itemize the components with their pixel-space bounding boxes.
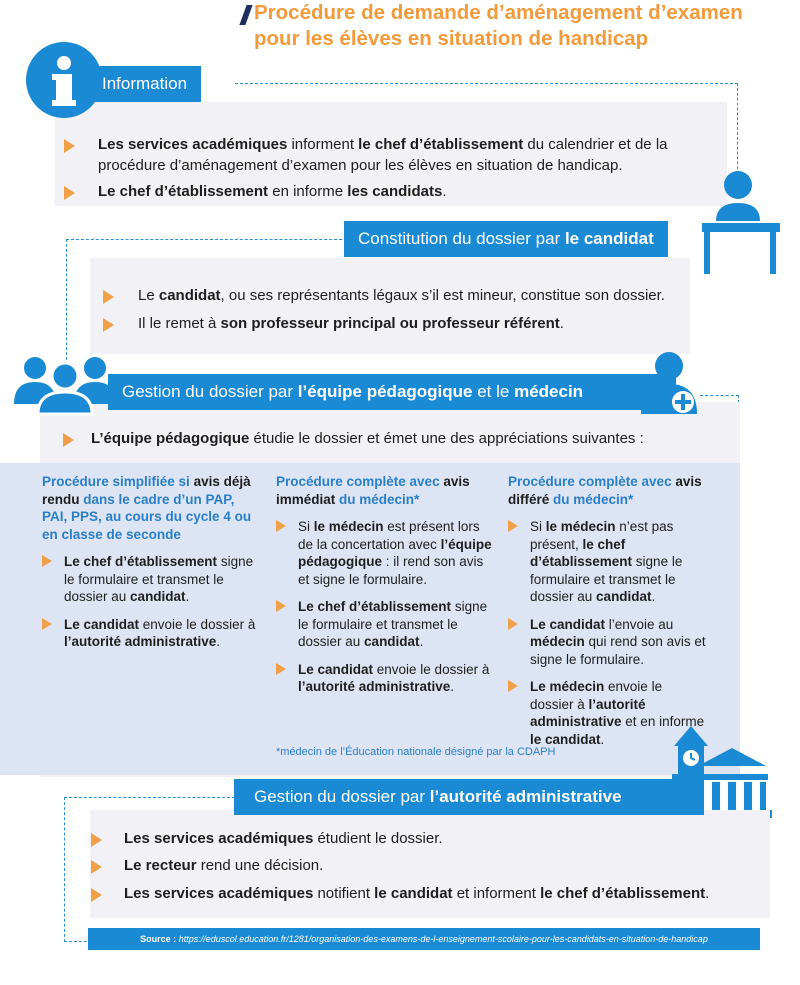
- gestion-intro: [91, 428, 731, 449]
- text-segment: avis immédiat: [276, 474, 470, 507]
- source-bar: [88, 928, 760, 950]
- text-segment: Le recteur: [124, 857, 197, 874]
- text-segment: .: [419, 634, 424, 649]
- text-segment: médecin: [514, 382, 584, 401]
- text-segment: Si: [298, 519, 314, 534]
- constitution-bullet-1: [138, 285, 698, 306]
- text-segment: envoie le dossier à: [373, 661, 490, 677]
- text-segment: son professeur principal ou professeur référent: [220, 315, 560, 332]
- text-segment: .: [651, 589, 656, 604]
- procedure-heading: [42, 473, 262, 543]
- text-segment: Le candidat: [64, 616, 140, 632]
- text-segment: .: [216, 634, 221, 649]
- text-segment: l’équipe pédagogique: [298, 536, 492, 569]
- text-segment: L’équipe pédagogique: [91, 430, 250, 447]
- gestion-tab: [108, 374, 676, 410]
- bullet-arrow-icon: [508, 680, 518, 692]
- text-segment: envoie le dossier à: [530, 679, 663, 712]
- bullet-arrow-icon: [42, 555, 52, 567]
- text-segment: les candidats: [347, 183, 443, 200]
- text-segment: Les services académiques: [124, 885, 314, 902]
- student-desk-icon: [692, 165, 782, 277]
- constitution-bullet-2: [138, 313, 698, 334]
- procedure-step: [276, 661, 496, 696]
- procedure-column-2: [276, 473, 496, 696]
- info-bullet-2: [98, 181, 698, 202]
- text-segment: l’envoie au: [605, 616, 674, 632]
- info-bullet-1: [98, 134, 718, 176]
- text-segment: l’autorité administrative: [64, 634, 217, 649]
- procedure-heading: [276, 473, 496, 508]
- text-segment: signe le formulaire et transmet le dossier au: [298, 599, 488, 649]
- text-segment: le chef d’établissement: [358, 136, 524, 153]
- text-segment: Procédure simplifiée si: [42, 474, 194, 489]
- text-segment: l’autorité administrative: [429, 787, 622, 806]
- text-segment: , ou ses représentants légaux s’il est mineur, constitue son dossier.: [220, 287, 665, 304]
- doctor-icon: [637, 348, 703, 420]
- text-segment: .: [442, 183, 447, 200]
- group-icon: [10, 352, 120, 416]
- gestion-intro-arrow: [63, 433, 74, 447]
- text-segment: le médecin: [545, 519, 616, 534]
- text-segment: .: [450, 679, 455, 694]
- text-segment: étudient le dossier.: [313, 830, 443, 847]
- text-segment: du médecin*: [335, 491, 420, 507]
- text-segment: le médecin: [313, 519, 384, 534]
- constitution-panel: [90, 258, 690, 354]
- constitution-bullet-arrow-1: [103, 290, 114, 304]
- text-segment: .: [705, 885, 710, 902]
- text-segment: signe le formulaire et transmet le dossier au: [64, 554, 254, 604]
- text-segment: Gestion du dossier par: [254, 787, 430, 806]
- bullet-arrow-icon: [508, 520, 518, 532]
- text-segment: et informent: [452, 885, 541, 902]
- text-segment: notifient: [313, 885, 375, 902]
- bullet-arrow-icon: [276, 663, 286, 675]
- page-title-line1: Procédure de demande d’aménagement d’examen: [254, 1, 743, 24]
- text-segment: étudie le dossier et émet une des appréciations suivantes :: [249, 430, 644, 447]
- text-segment: dans le cadre d’un PAP, PAI, PPS, au cours du cycle 4 ou en classe de seconde: [42, 491, 252, 542]
- text-segment: le chef d’établissement: [530, 536, 633, 569]
- text-segment: l’autorité administrative: [298, 679, 451, 694]
- text-segment: qui rend son avis et signe le formulaire.: [530, 634, 706, 667]
- text-segment: envoie le dossier à: [139, 616, 256, 632]
- procedure-step: [276, 518, 496, 588]
- constitution-tab: [344, 221, 668, 257]
- text-segment: du calendrier et de la procédure d’aménagement d’examen pour les élèves en situation de handicap.: [98, 136, 668, 174]
- text-segment: du médecin*: [549, 491, 634, 507]
- text-segment: en informe: [268, 183, 348, 200]
- constitution-bullet-arrow-2: [103, 318, 114, 332]
- procedure-heading: [508, 473, 708, 508]
- text-segment: Le candidat: [530, 616, 606, 632]
- text-segment: Procédure complète avec: [508, 474, 676, 489]
- bullet-arrow-icon: [508, 618, 518, 630]
- text-segment: avis différé: [508, 474, 702, 507]
- text-segment: et en informe: [621, 714, 705, 729]
- text-segment: : il rend son avis et signe le formulaire.: [298, 554, 484, 587]
- text-segment: Constitution du dossier par: [358, 229, 565, 248]
- text-segment: Le chef d’établissement: [298, 599, 452, 614]
- text-segment: Les services académiques: [98, 136, 288, 153]
- text-segment: et le: [472, 382, 515, 401]
- procedure-column-3: [508, 473, 708, 748]
- text-segment: .: [559, 315, 564, 332]
- text-segment: le chef d’établissement: [540, 885, 706, 902]
- footnote: *médecin de l’Éducation nationale désigné par la CDAPH: [276, 746, 556, 758]
- text-segment: le candidat: [564, 229, 654, 248]
- autorite-tab: [234, 779, 704, 815]
- text-segment: candidat: [596, 589, 652, 604]
- autorite-bullet-1: [124, 828, 764, 849]
- text-segment: informent: [287, 136, 359, 153]
- procedure-step: [508, 518, 708, 606]
- text-segment: signe le formulaire et transmet le dossier au: [530, 554, 683, 604]
- text-segment: candidat: [158, 287, 221, 304]
- bullet-arrow-icon: [276, 520, 286, 532]
- text-segment: .: [600, 731, 605, 747]
- info-tab-label: Information: [102, 74, 188, 93]
- info-bullet-arrow-2: [64, 186, 75, 200]
- text-segment: Le chef d’établissement: [64, 554, 218, 569]
- procedure-step: [42, 553, 262, 606]
- autorite-bullet-arrow-3: [91, 888, 102, 902]
- autorite-bullet-3: [124, 883, 784, 904]
- bullet-arrow-icon: [42, 618, 52, 630]
- text-segment: Procédure complète avec: [276, 474, 444, 489]
- text-segment: avis déjà rendu: [42, 474, 251, 507]
- autorite-bullet-2: [124, 855, 764, 876]
- page-title: [254, 0, 800, 52]
- text-segment: Le: [138, 287, 159, 304]
- text-segment: l’autorité administrative: [530, 696, 646, 729]
- text-segment: le candidat: [530, 731, 601, 747]
- text-segment: candidat: [130, 589, 186, 604]
- text-segment: le candidat: [374, 885, 453, 902]
- info-bullet-arrow-1: [64, 139, 75, 153]
- text-segment: rend une décision.: [196, 857, 324, 874]
- procedure-column-1: [42, 473, 262, 651]
- source-link[interactable]: https://eduscol.education.fr/1281/organisation-des-examens-de-l-enseignement-scolaire-pour-les-candidats-en-situation-de-handicap: [178, 934, 708, 944]
- text-segment: Le médecin: [530, 679, 605, 694]
- text-segment: Les services académiques: [124, 830, 314, 847]
- procedure-step: [508, 616, 708, 669]
- procedure-step: [276, 598, 496, 651]
- procedure-step: [42, 616, 262, 651]
- text-segment: médecin: [530, 634, 585, 649]
- page-title-line2: pour les élèves en situation de handicap: [254, 27, 649, 50]
- text-segment: Si: [530, 519, 546, 534]
- bullet-arrow-icon: [276, 600, 286, 612]
- text-segment: l’équipe pédagogique: [297, 382, 473, 401]
- text-segment: n’est pas présent,: [530, 519, 674, 552]
- text-segment: Le chef d’établissement: [98, 183, 269, 200]
- text-segment: est présent lors de la concertation avec: [298, 519, 480, 552]
- info-icon: [24, 40, 104, 120]
- autorite-bullet-arrow-2: [91, 860, 102, 874]
- text-segment: Le candidat: [298, 661, 374, 677]
- source-label: Source :: [140, 934, 177, 944]
- text-segment: Gestion du dossier par: [122, 382, 298, 401]
- autorite-bullet-arrow-1: [91, 833, 102, 847]
- text-segment: candidat: [364, 634, 420, 649]
- text-segment: Il le remet à: [138, 315, 221, 332]
- text-segment: .: [185, 589, 190, 604]
- title-slash: [239, 5, 252, 25]
